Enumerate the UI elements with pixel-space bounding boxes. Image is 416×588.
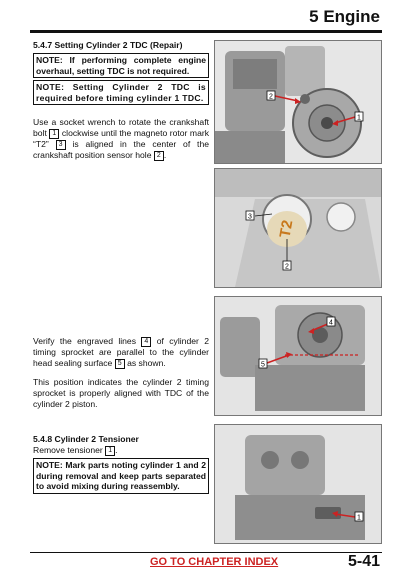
step-paragraph — [33, 117, 209, 161]
step-paragraph: This position indicates the cylinder 2 timing sprocket is properly aligned with TDC of the cylinder 2 piston. — [33, 377, 209, 409]
step-text: Use a socket wrench to rotate the crankshaft bolt — [33, 117, 209, 138]
step-text: of cylinder 2 timing sprocket are parallel to the cylinder head sealing surface — [33, 336, 209, 368]
callout-ref: 5 — [115, 359, 125, 369]
footer-rule — [30, 552, 382, 553]
page-number: 5-41 — [347, 553, 380, 570]
section-heading: 5.4.7 Setting Cylinder 2 TDC (Repair) — [33, 40, 183, 50]
callout-label: 4 — [329, 319, 333, 327]
section-5-4-7 — [33, 40, 209, 161]
timing-sprocket-photo — [214, 296, 382, 416]
step-text: Verify the engraved lines — [33, 336, 137, 346]
note-box: NOTE: Mark parts noting cylinder 1 and 2 during removal and keep parts separated to avoid mixing during reassembly. — [33, 458, 209, 494]
step-text: Remove tensioner — [33, 445, 103, 455]
step-text: . — [115, 445, 118, 455]
note-box: NOTE: If performing complete engine overhaul, setting TDC is not required. — [33, 53, 209, 78]
step-text: is aligned in the center of the crankshaft position sensor hole — [33, 139, 210, 160]
callout-ref: 2 — [154, 151, 164, 161]
step-paragraph — [33, 336, 209, 369]
chapter-title: 5 Engine — [309, 7, 380, 26]
callout-label: 1 — [357, 514, 361, 522]
verify-block — [33, 336, 209, 410]
note-box: NOTE: Setting Cylinder 2 TDC is required before timing cylinder 1 TDC. — [33, 80, 209, 105]
step-paragraph — [33, 445, 209, 456]
section-5-4-8 — [33, 434, 209, 494]
chapter-index-link[interactable]: GO TO CHAPTER INDEX — [150, 556, 279, 568]
rotor-mark-photo — [214, 168, 382, 288]
tensioner-photo — [214, 424, 382, 544]
callout-label: 2 — [285, 263, 289, 271]
section-heading: 5.4.8 Cylinder 2 Tensioner — [33, 434, 139, 444]
callout-ref: 1 — [105, 446, 115, 456]
header-rule — [30, 30, 382, 33]
callout-ref: 4 — [141, 337, 151, 347]
callout-label: 5 — [261, 361, 265, 369]
callout-label: 3 — [248, 213, 252, 221]
engine-magneto-photo — [214, 40, 382, 164]
callout-ref: 1 — [49, 129, 59, 139]
callout-label: 1 — [357, 114, 361, 122]
step-text: . — [163, 150, 167, 160]
step-text: as shown. — [127, 358, 166, 368]
callout-ref: 3 — [56, 140, 66, 150]
callout-label: 2 — [269, 93, 273, 101]
t2-mark: T2 — [276, 218, 297, 240]
step-text: clockwise until the magneto rotor mark “T2” — [33, 128, 210, 149]
